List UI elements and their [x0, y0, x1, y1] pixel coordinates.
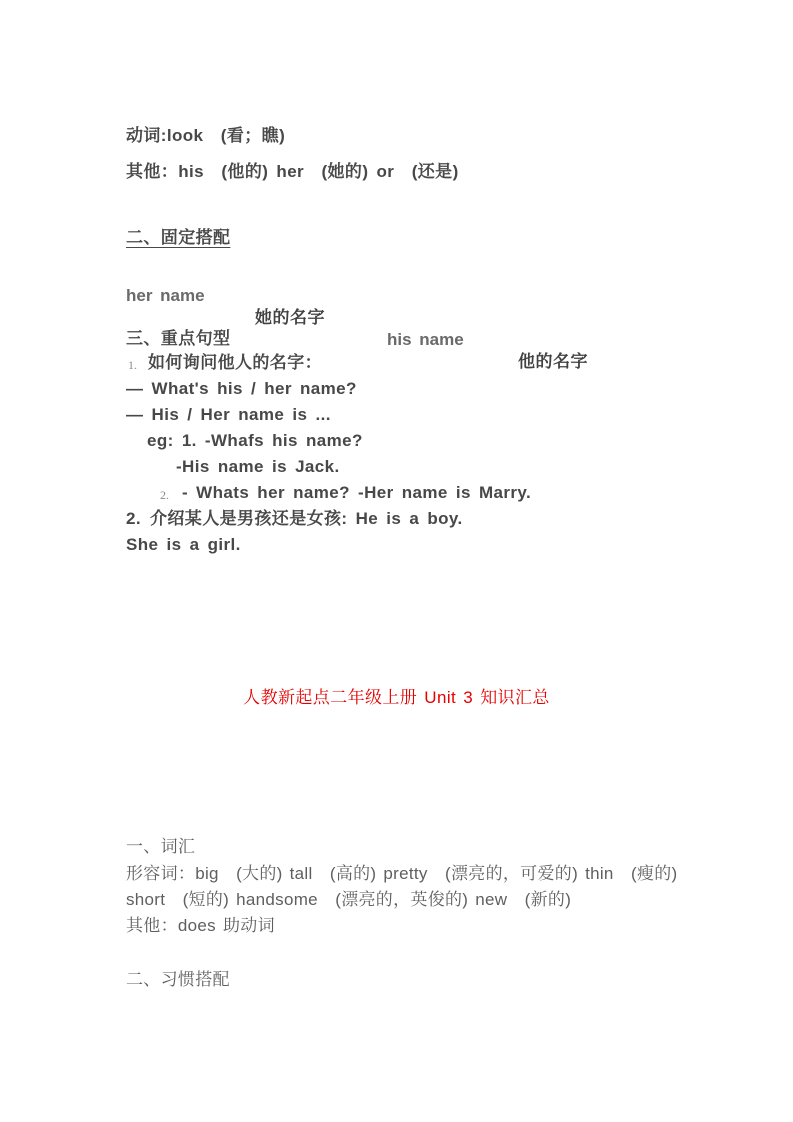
collocation-zh: 他的名字 [518, 352, 588, 371]
adjective-line-2: short (短的) handsome (漂亮的，英俊的) new (新的) [126, 890, 572, 909]
collocation-en: his name [387, 330, 464, 349]
unit3-title: 人教新起点二年级上册 Unit 3 知识汇总 [243, 688, 550, 707]
key-sentence-heading: 三、重点句型 [126, 329, 231, 348]
collocation-row [0, 263, 793, 395]
example-line-2: -His name is Jack. [176, 457, 340, 476]
collocation-zh: 她的名字 [255, 308, 325, 327]
vocabulary-heading: 一、词汇 [126, 837, 196, 856]
example-line-1: eg: 1. -Whafs his name? [147, 431, 363, 450]
answer-line: — His / Her name is ... [126, 405, 331, 424]
other-words-line-unit3: 其他：does 助动词 [126, 916, 275, 935]
sentence-item-1: 如何询问他人的名字： [148, 353, 322, 372]
verb-line: 动词:look (看；瞧) [126, 126, 286, 145]
list-marker: 1. [128, 358, 137, 372]
list-marker: 2. [160, 488, 169, 502]
question-line: — What's his / her name? [126, 379, 357, 398]
other-words-line: 其他：his (他的) her (她的) or (还是) [126, 162, 459, 181]
adjective-line-1: 形容词：big (大的) tall (高的) pretty (漂亮的，可爱的) thin (瘦的) [126, 864, 678, 883]
collocation-en: her name [126, 286, 205, 305]
fixed-collocation-heading: 二、固定搭配 [126, 228, 231, 247]
sentence-item-2: 介绍某人是男孩还是女孩: He is a boy. [150, 509, 463, 528]
example-line-3: - Whats her name? -Her name is Marry. [182, 483, 532, 502]
habit-collocation-heading: 二、习惯搭配 [126, 970, 230, 989]
sentence-item-2-continuation: She is a girl. [126, 535, 241, 554]
list-marker-bold: 2. [126, 509, 141, 528]
